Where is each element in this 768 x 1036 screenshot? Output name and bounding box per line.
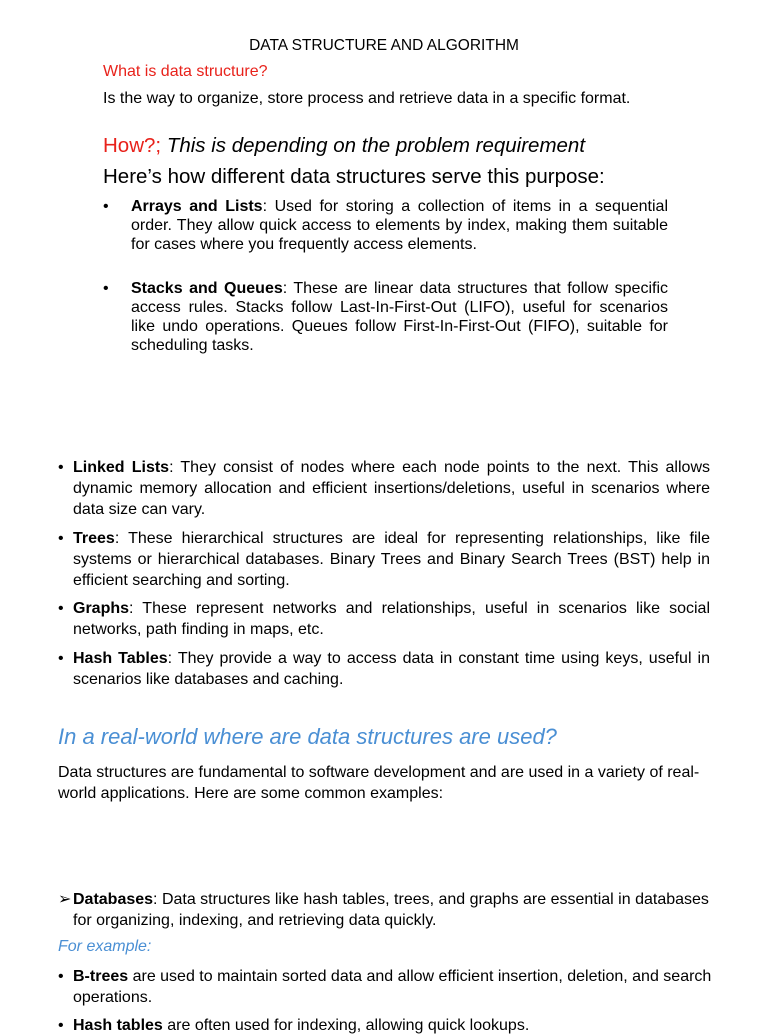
bullet-icon: • [58,650,64,667]
bullet-icon: • [103,198,109,215]
list-item [58,966,718,1008]
term: Trees [73,530,115,547]
description: : These represent networks and relationships, useful in scenarios like social networks, path finding in maps, etc. [73,600,710,638]
description: : Used for storing a collection of items in a sequential order. They allow quick access to elements by index, making them suitable for cases where you frequently access elements. [131,198,668,253]
term: Stacks and Queues [131,280,283,297]
list-item [58,889,718,931]
page-title: DATA STRUCTURE AND ALGORITHM [249,37,519,54]
description: are often used for indexing, allowing quick lookups. [162,1017,530,1034]
bullet-icon: • [58,530,64,547]
list-item [58,648,710,690]
term: Linked Lists [73,459,170,476]
description: : These hierarchical structures are ideal for representing relationships, like file systems or hierarchical databases. Binary Trees and Binary Search Trees (BST) help in efficient searching and sorting. [73,530,710,589]
intro-text: Here’s how different data structures serve this purpose: [103,165,605,188]
bullet-icon: • [58,459,64,476]
bullet-icon: • [103,280,109,297]
arrow-bullet-icon: ➢ [58,891,72,908]
list-item [58,1015,718,1036]
description: : They consist of nodes where each node points to the next. This allows dynamic memory allocation and efficient insertions/deletions, useful in scenarios where data size can vary. [73,459,710,518]
question-heading: What is data structure? [103,63,268,80]
term: Graphs [73,600,130,617]
term: Hash Tables [73,650,168,667]
list-item [58,528,710,591]
bullet-icon: • [58,968,64,985]
term: Arrays and Lists [131,198,263,215]
list-item [58,457,710,520]
description: are used to maintain sorted data and allow efficient insertion, deletion, and search operations. [73,968,712,1006]
description: : They provide a way to access data in constant time using keys, useful in scenarios like databases and caching. [73,650,710,688]
section-heading: In a real-world where are data structures are used? [58,724,557,749]
term: Hash tables [73,1017,163,1034]
bullet-icon: • [58,1017,64,1034]
example-label: For example: [58,938,152,955]
description: : These are linear data structures that follow specific access rules. Stacks follow Last-In-First-Out (LIFO), useful for scenarios like undo operations. Queues follow First-In-First-Out (FIFO), suitable for scheduling tasks. [131,280,668,354]
term: Databases [73,891,154,908]
section-paragraph: Data structures are fundamental to software development and are used in a variety of real-world applications. Here are some common examples: [58,764,700,802]
how-text: This is depending on the problem requirement [166,134,586,157]
term: B-trees [73,968,129,985]
definition-text: Is the way to organize, store process and retrieve data in a specific format. [103,90,631,107]
how-line [103,134,585,158]
how-label: How?; [103,134,162,157]
list-item [103,279,668,355]
bullet-icon: • [58,600,64,617]
list-item [58,598,710,640]
description: : Data structures like hash tables, trees, and graphs are essential in databases for organizing, indexing, and retrieving data quickly. [73,891,709,929]
list-item [103,197,668,254]
